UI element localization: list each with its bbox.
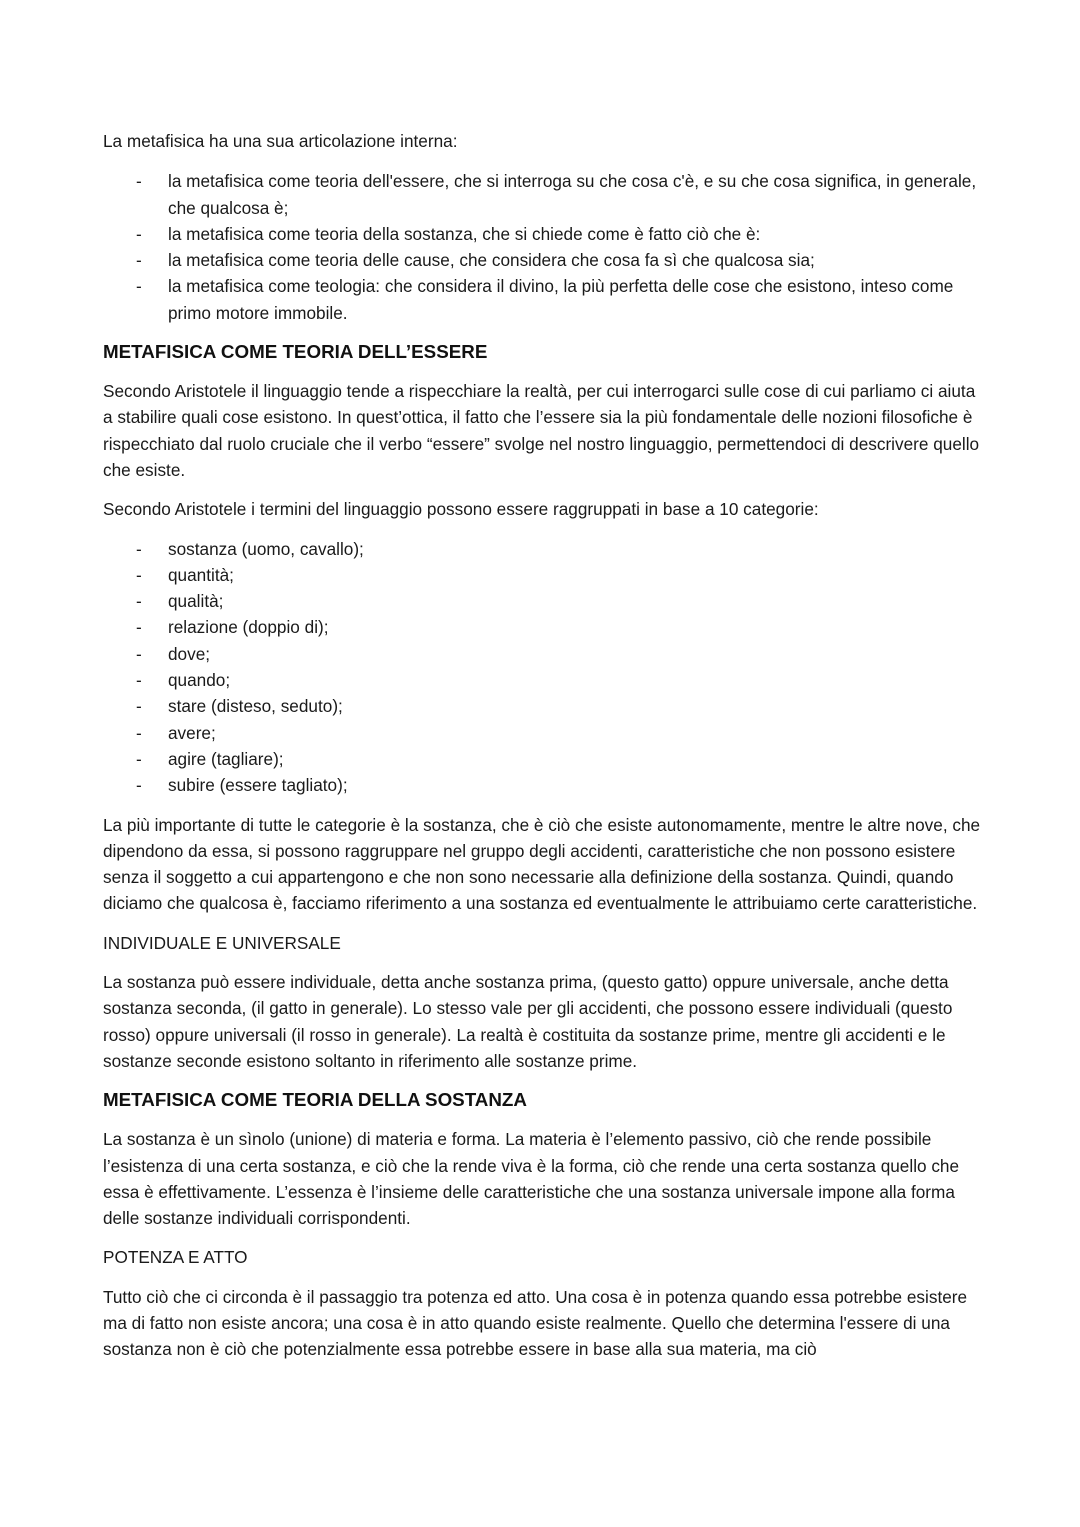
list-item: - quantità; [103,562,983,588]
intro-paragraph: La metafisica ha una sua articolazione interna: [103,131,458,151]
paragraph: La sostanza è un sìnolo (unione) di materia e forma. La materia è l’elemento passivo, ciò che rende possibile l’esistenza di una certa sostanza, e ciò che la rende viva è la forma, ciò che rende una certa sostanza quello che essa è effettivamente. L’essenza è l’insieme delle caratteristiche che una sostanza universale impone alla forma delle sostanze individuali corrispondenti. [103,1129,960,1229]
document-page [103,128,983,1376]
section-heading-essere: METAFISICA COME TEORIA DELL’ESSERE [103,341,488,363]
paragraph: Tutto ciò che ci circonda è il passaggio tra potenza ed atto. Una cosa è in potenza quando essa potrebbe esistere ma di fatto non esiste ancora; una cosa è in atto quando esiste realmente. Quello che determina l'essere di una sostanza non è ciò che potenzialmente essa potrebbe essere in base alla sua materia, ma ciò [103,1286,968,1360]
list-item: - la metafisica come teoria della sostanza, che si chiede come è fatto ciò che è: [103,221,983,247]
list-item: - quando; [103,667,983,693]
list-item: - la metafisica come teoria dell'essere, che si interroga su che cosa c'è, e su che cosa significa, in generale, che qualcosa è; [103,168,983,221]
paragraph: La più importante di tutte le categorie è la sostanza, che è ciò che esiste autonomamente, mentre le altre nove, che dipendono da essa, si possono raggruppare nel gruppo degli accidenti, caratteristiche che non possono esistere senza il soggetto a cui appartengono e che non sono necessarie alla definizione della sostanza. Quindi, quando diciamo che qualcosa è, facciamo riferimento a una sostanza ed eventualmente le attribuiamo certe caratteristiche. [103,814,981,914]
paragraph: La sostanza può essere individuale, detta anche sostanza prima, (questo gatto) oppure universale, anche detta sostanza seconda, (il gatto in generale). Lo stesso vale per gli accidenti, che possono essere individuali (questo rosso) oppure universali (il rosso in generale). La realtà è costituita da sostanze prime, mentre gli accidenti e le sostanze seconde esistono soltanto in riferimento alle sostanze prime. [103,972,953,1071]
categories-list [103,536,983,799]
list-item: - relazione (doppio di); [103,614,983,640]
paragraph: Secondo Aristotele il linguaggio tende a rispecchiare la realtà, per cui interrogarci sulle cose di cui parliamo ci aiuta a stabilire quali cose esistono. In quest’ottica, il fatto che l’essere sia la più fondamentale delle nozioni filosofiche è rispecchiato dal ruolo cruciale che il verbo “essere” svolge nel nostro linguaggio, permettendoci di descrivere quello che esiste. [103,381,980,480]
list-item: - stare (disteso, seduto); [103,693,983,719]
subheading-individuale-universale: INDIVIDUALE E UNIVERSALE [103,932,341,953]
list-item: - la metafisica come teologia: che considera il divino, la più perfetta delle cose che esistono, inteso come primo motore immobile. [103,273,983,326]
list-item: - sostanza (uomo, cavallo); [103,536,983,562]
list-item: - avere; [103,720,983,746]
list-item: - qualità; [103,588,983,614]
list-item: - subire (essere tagliato); [103,772,983,798]
paragraph: Secondo Aristotele i termini del linguaggio possono essere raggruppati in base a 10 categorie: [103,499,819,520]
list-item: - dove; [103,641,983,667]
list-item: - la metafisica come teoria delle cause, che considera che cosa fa sì che qualcosa sia; [103,247,983,273]
intro-list [103,168,983,326]
section-heading-sostanza: METAFISICA COME TEORIA DELLA SOSTANZA [103,1089,527,1111]
subheading-potenza-atto: POTENZA E ATTO [103,1247,248,1268]
list-item: - agire (tagliare); [103,746,983,772]
